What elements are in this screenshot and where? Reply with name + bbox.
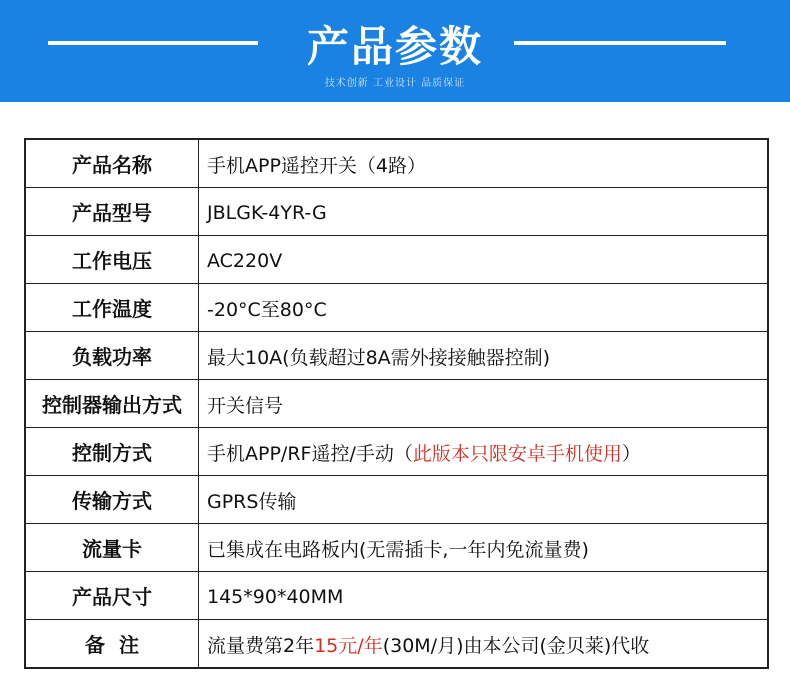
row-key-load-power: 负载功率 bbox=[25, 332, 199, 380]
row-value-transmission: GPRS传输 bbox=[199, 476, 769, 524]
table-row bbox=[25, 476, 768, 524]
table-row bbox=[25, 284, 768, 332]
row-key-output-mode: 控制器输出方式 bbox=[25, 380, 199, 428]
row-value-load-power: 最大10A(负载超过8A需外接接触器控制) bbox=[199, 332, 769, 380]
row-value-data-card: 已集成在电路板内(无需插卡,一年内免流量费) bbox=[199, 524, 769, 572]
table-row bbox=[25, 380, 768, 428]
row-value-voltage: AC220V bbox=[199, 236, 769, 284]
table-row bbox=[25, 620, 768, 669]
row-value-model: JBLGK-4YR-G bbox=[199, 188, 769, 236]
page-title: 产品参数 bbox=[306, 22, 483, 71]
table-row bbox=[25, 188, 768, 236]
table-row bbox=[25, 139, 768, 188]
row-value-product-name: 手机APP遥控开关（4路） bbox=[199, 139, 769, 188]
row-key-remarks: 备 注 bbox=[25, 620, 199, 669]
control-mode-text: 手机APP/RF遥控/手动（ bbox=[207, 443, 413, 465]
table-row bbox=[25, 428, 768, 476]
spec-table bbox=[24, 138, 769, 669]
table-row bbox=[25, 236, 768, 284]
android-only-note: 此版本只限安卓手机使用 bbox=[412, 443, 622, 465]
row-key-voltage: 工作电压 bbox=[25, 236, 199, 284]
header-banner bbox=[0, 0, 790, 102]
row-key-size: 产品尺寸 bbox=[25, 572, 199, 620]
row-key-transmission: 传输方式 bbox=[25, 476, 199, 524]
row-value-size: 145*90*40MM bbox=[199, 572, 769, 620]
row-key-product-name: 产品名称 bbox=[25, 139, 199, 188]
table-row bbox=[25, 332, 768, 380]
table-row bbox=[25, 524, 768, 572]
row-key-temperature: 工作温度 bbox=[25, 284, 199, 332]
remarks-text: 流量费第2年 bbox=[207, 635, 315, 657]
row-value-control-mode bbox=[199, 428, 769, 476]
row-key-data-card: 流量卡 bbox=[25, 524, 199, 572]
fee-highlight: 15元/年 bbox=[314, 635, 383, 657]
banner-right-rule bbox=[514, 41, 726, 45]
remarks-rest: (30M/月)由本公司(金贝莱)代收 bbox=[382, 635, 650, 657]
row-value-temperature: -20°C至80°C bbox=[199, 284, 769, 332]
banner-subtitle: 技术创新 工业设计 品质保证 bbox=[324, 78, 466, 89]
row-value-output-mode: 开关信号 bbox=[199, 380, 769, 428]
row-key-model: 产品型号 bbox=[25, 188, 199, 236]
row-key-control-mode: 控制方式 bbox=[25, 428, 199, 476]
table-row bbox=[25, 572, 768, 620]
row-value-remarks bbox=[199, 620, 769, 669]
control-mode-close: ） bbox=[621, 443, 641, 465]
